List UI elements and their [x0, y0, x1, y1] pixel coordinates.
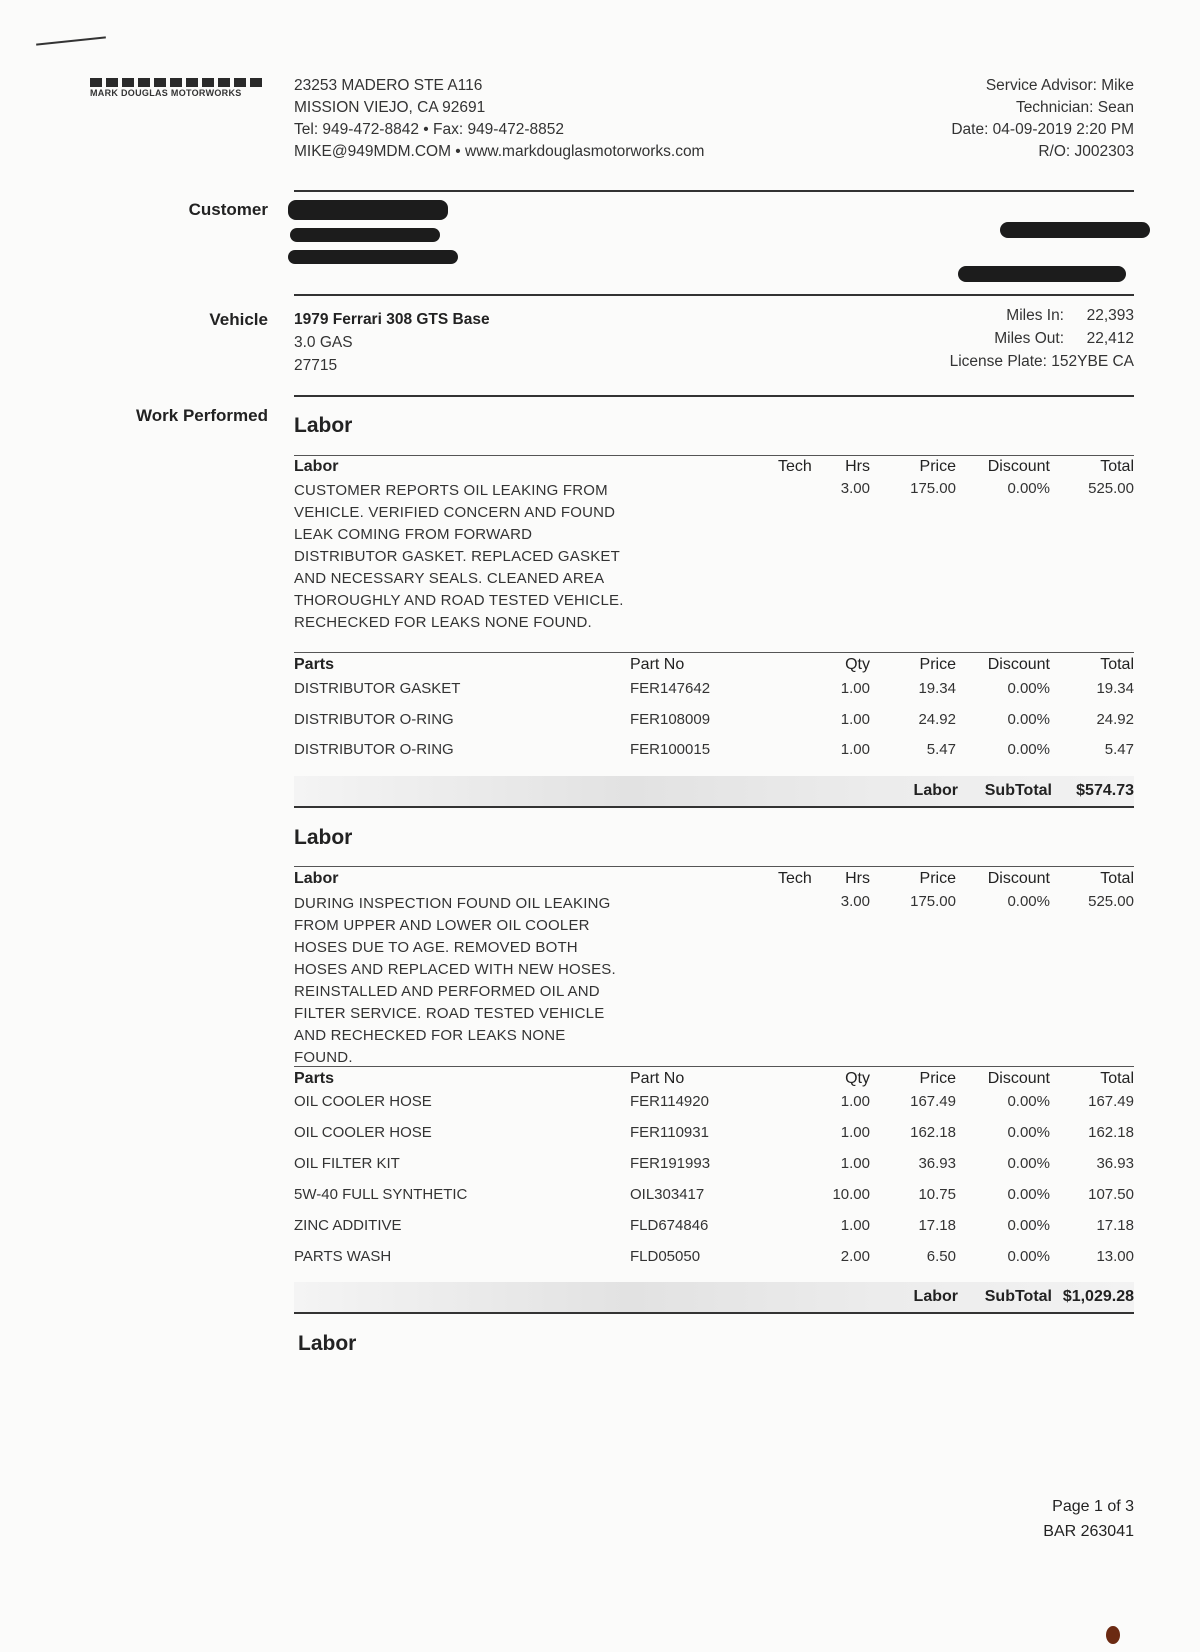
job-2-subtotal: $1,029.28	[1062, 1288, 1134, 1305]
technician: Technician: Sean	[1015, 99, 1134, 116]
part-description: OIL COOLER HOSE	[294, 1124, 432, 1141]
part-qty: 1.00	[840, 1155, 870, 1172]
ro-number: R/O: J002303	[1038, 143, 1134, 160]
part-discount: 0.00%	[1007, 711, 1050, 728]
email-website: MIKE@949MDM.COM • www.markdouglasmotorworks.com	[294, 143, 705, 160]
part-qty: 1.00	[840, 741, 870, 758]
divider	[294, 866, 1134, 867]
parts-column-header: Parts	[294, 656, 335, 673]
part-discount: 0.00%	[1007, 1217, 1050, 1234]
vehicle-label: Vehicle	[209, 310, 268, 329]
job-2-description: DURING INSPECTION FOUND OIL LEAKING FROM UPPER AND LOWER OIL COOLER HOSES DUE TO AGE. REMOVED BOTH HOSES AND REPLACED WITH NEW HOSES. REINSTALLED AND PERFORMED OIL AND FILTER SERVICE. ROAD TESTED VEHICLE AND RECHECKED FOR LEAKS NONE FOUND.	[294, 895, 616, 1066]
labor-discount: 0.00%	[1007, 480, 1050, 497]
part-price: 167.49	[910, 1093, 956, 1110]
work-performed-label: Work Performed	[136, 406, 268, 425]
redacted-customer-email	[958, 266, 1126, 282]
labor-hrs: 3.00	[840, 480, 870, 497]
miles-out-value: 22,412	[1086, 330, 1134, 347]
part-total: 167.49	[1088, 1093, 1134, 1110]
table-row	[294, 1248, 1134, 1272]
subtotal-labor-label: Labor	[913, 1288, 958, 1305]
subtotal-labor-label: Labor	[913, 782, 958, 799]
vehicle-code: 27715	[294, 357, 338, 374]
part-price: 36.93	[918, 1155, 956, 1172]
part-description: ZINC ADDITIVE	[294, 1217, 402, 1234]
part-discount: 0.00%	[1007, 1155, 1050, 1172]
vehicle-info	[294, 308, 490, 377]
address-line-2: MISSION VIEJO, CA 92691	[294, 99, 486, 116]
part-description: PARTS WASH	[294, 1248, 392, 1265]
vehicle-engine: 3.0 GAS	[294, 334, 353, 351]
part-price: 24.92	[918, 711, 956, 728]
part-number: FER147642	[630, 680, 711, 697]
part-no-column-header: Part No	[630, 656, 685, 673]
part-total: 19.34	[1096, 680, 1134, 697]
part-total: 107.50	[1088, 1186, 1134, 1203]
part-discount: 0.00%	[1007, 1186, 1050, 1203]
part-description: DISTRIBUTOR GASKET	[294, 680, 461, 697]
tech-column-header: Tech	[778, 870, 812, 887]
bar-number: BAR 263041	[1043, 1523, 1134, 1540]
part-description: 5W-40 FULL SYNTHETIC	[294, 1186, 468, 1203]
total-column-header: Total	[1100, 870, 1134, 887]
divider	[294, 1066, 1134, 1067]
job-2-subtotal-bar	[294, 1282, 1134, 1312]
phone-fax: Tel: 949-472-8842 • Fax: 949-472-8852	[294, 121, 564, 138]
price-column-header: Price	[919, 656, 956, 673]
redacted-customer-name	[288, 200, 448, 220]
redacted-customer-phone	[1000, 222, 1150, 238]
ro-info	[951, 75, 1134, 163]
total-column-header: Total	[1100, 1070, 1134, 1087]
redacted-customer-city	[288, 250, 458, 264]
discount-column-header: Discount	[987, 870, 1050, 887]
part-description: OIL FILTER KIT	[294, 1155, 400, 1172]
shop-address	[294, 75, 704, 163]
part-number: FLD05050	[630, 1248, 701, 1265]
discount-column-header: Discount	[987, 1070, 1050, 1087]
address-line-1: 23253 MADERO STE A116	[294, 77, 483, 94]
part-qty: 1.00	[840, 1217, 870, 1234]
job-1-subtotal: $574.73	[1076, 782, 1134, 799]
customer-label: Customer	[188, 200, 268, 219]
part-number: FER191993	[630, 1155, 711, 1172]
qty-column-header: Qty	[845, 656, 870, 673]
labor-price: 175.00	[910, 480, 956, 497]
part-discount: 0.00%	[1007, 680, 1050, 697]
page-number: Page 1 of 3	[1052, 1498, 1134, 1515]
tech-column-header: Tech	[778, 458, 812, 475]
part-price: 6.50	[926, 1248, 956, 1265]
subtotal-label: SubTotal	[984, 782, 1052, 799]
part-qty: 10.00	[832, 1186, 870, 1203]
table-row	[294, 741, 1134, 765]
part-discount: 0.00%	[1007, 1248, 1050, 1265]
part-number: FER114920	[630, 1093, 709, 1110]
logo-text: MARK DOUGLAS MOTORWORKS	[90, 88, 242, 98]
price-column-header: Price	[919, 458, 956, 475]
ink-spot	[1106, 1626, 1120, 1644]
part-price: 10.75	[918, 1186, 956, 1203]
part-number: FER100015	[630, 741, 711, 758]
miles-in-label: Miles In:	[1006, 307, 1064, 324]
part-price: 162.18	[910, 1124, 956, 1141]
hrs-column-header: Hrs	[845, 458, 870, 475]
part-discount: 0.00%	[1007, 1093, 1050, 1110]
discount-column-header: Discount	[987, 656, 1050, 673]
labor-column-header: Labor	[294, 458, 339, 475]
part-qty: 1.00	[840, 680, 870, 697]
labor-price: 175.00	[910, 893, 956, 910]
part-description: DISTRIBUTOR O-RING	[294, 741, 454, 758]
part-number: FLD674846	[630, 1217, 709, 1234]
part-price: 5.47	[926, 741, 956, 758]
part-total: 24.92	[1096, 711, 1134, 728]
scan-mark	[36, 36, 106, 45]
divider	[294, 395, 1134, 397]
page-footer	[1043, 1494, 1134, 1544]
job-2-title: Labor	[294, 826, 353, 849]
divider	[294, 190, 1134, 192]
part-qty: 2.00	[840, 1248, 870, 1265]
total-column-header: Total	[1100, 656, 1134, 673]
mileage-info	[834, 304, 1134, 373]
part-total: 13.00	[1096, 1248, 1134, 1265]
part-total: 17.18	[1096, 1217, 1134, 1234]
labor-hrs: 3.00	[840, 893, 870, 910]
table-row	[294, 1217, 1134, 1241]
divider	[294, 294, 1134, 296]
hrs-column-header: Hrs	[845, 870, 870, 887]
job-2-labor-header	[294, 870, 1134, 894]
part-discount: 0.00%	[1007, 741, 1050, 758]
part-number: FER110931	[630, 1124, 709, 1141]
vehicle-name: 1979 Ferrari 308 GTS Base	[294, 311, 490, 328]
part-total: 36.93	[1096, 1155, 1134, 1172]
table-row	[294, 711, 1134, 735]
miles-in-row	[834, 304, 1134, 327]
job-1-labor-header	[294, 458, 1134, 482]
total-column-header: Total	[1100, 458, 1134, 475]
qty-column-header: Qty	[845, 1070, 870, 1087]
divider	[294, 1312, 1134, 1314]
part-qty: 1.00	[840, 1124, 870, 1141]
labor-column-header: Labor	[294, 870, 339, 887]
part-total: 162.18	[1088, 1124, 1134, 1141]
table-row	[294, 1155, 1134, 1179]
part-number: FER108009	[630, 711, 711, 728]
license-plate: License Plate: 152YBE CA	[949, 353, 1134, 370]
parts-column-header: Parts	[294, 1070, 335, 1087]
part-discount: 0.00%	[1007, 1124, 1050, 1141]
logo-mark	[90, 78, 266, 87]
miles-out-row	[834, 327, 1134, 350]
labor-total: 525.00	[1088, 893, 1134, 910]
job-1-subtotal-bar	[294, 776, 1134, 806]
labor-total: 525.00	[1088, 480, 1134, 497]
job-3-title: Labor	[298, 1332, 357, 1355]
table-row	[294, 1093, 1134, 1117]
job-1-title: Labor	[294, 414, 353, 437]
divider	[294, 455, 1134, 456]
miles-in-value: 22,393	[1086, 307, 1134, 324]
part-qty: 1.00	[840, 1093, 870, 1110]
part-qty: 1.00	[840, 711, 870, 728]
job-1-description: CUSTOMER REPORTS OIL LEAKING FROM VEHICLE. VERIFIED CONCERN AND FOUND LEAK COMING FROM FORWARD DISTRIBUTOR GASKET. REPLACED GASKET AND NECESSARY SEALS. CLEANED AREA THOROUGHLY AND ROAD TESTED VEHICLE. RECHECKED FOR LEAKS NONE FOUND.	[294, 482, 624, 631]
shop-logo	[90, 78, 266, 102]
part-no-column-header: Part No	[630, 1070, 685, 1087]
price-column-header: Price	[919, 1070, 956, 1087]
job-2-parts-header	[294, 1070, 1134, 1094]
part-description: OIL COOLER HOSE	[294, 1093, 432, 1110]
part-description: DISTRIBUTOR O-RING	[294, 711, 454, 728]
table-row	[294, 1186, 1134, 1210]
service-advisor: Service Advisor: Mike	[985, 77, 1134, 94]
table-row	[294, 1124, 1134, 1148]
divider	[294, 806, 1134, 808]
part-total: 5.47	[1104, 741, 1134, 758]
part-price: 19.34	[918, 680, 956, 697]
subtotal-label: SubTotal	[984, 1288, 1052, 1305]
discount-column-header: Discount	[987, 458, 1050, 475]
job-1-parts-header	[294, 656, 1134, 680]
redacted-customer-address	[290, 228, 440, 242]
price-column-header: Price	[919, 870, 956, 887]
table-row	[294, 680, 1134, 704]
part-price: 17.18	[918, 1217, 956, 1234]
labor-discount: 0.00%	[1007, 893, 1050, 910]
divider	[294, 652, 1134, 653]
miles-out-label: Miles Out:	[994, 330, 1064, 347]
ro-date: Date: 04-09-2019 2:20 PM	[951, 121, 1134, 138]
part-number: OIL303417	[630, 1186, 705, 1203]
